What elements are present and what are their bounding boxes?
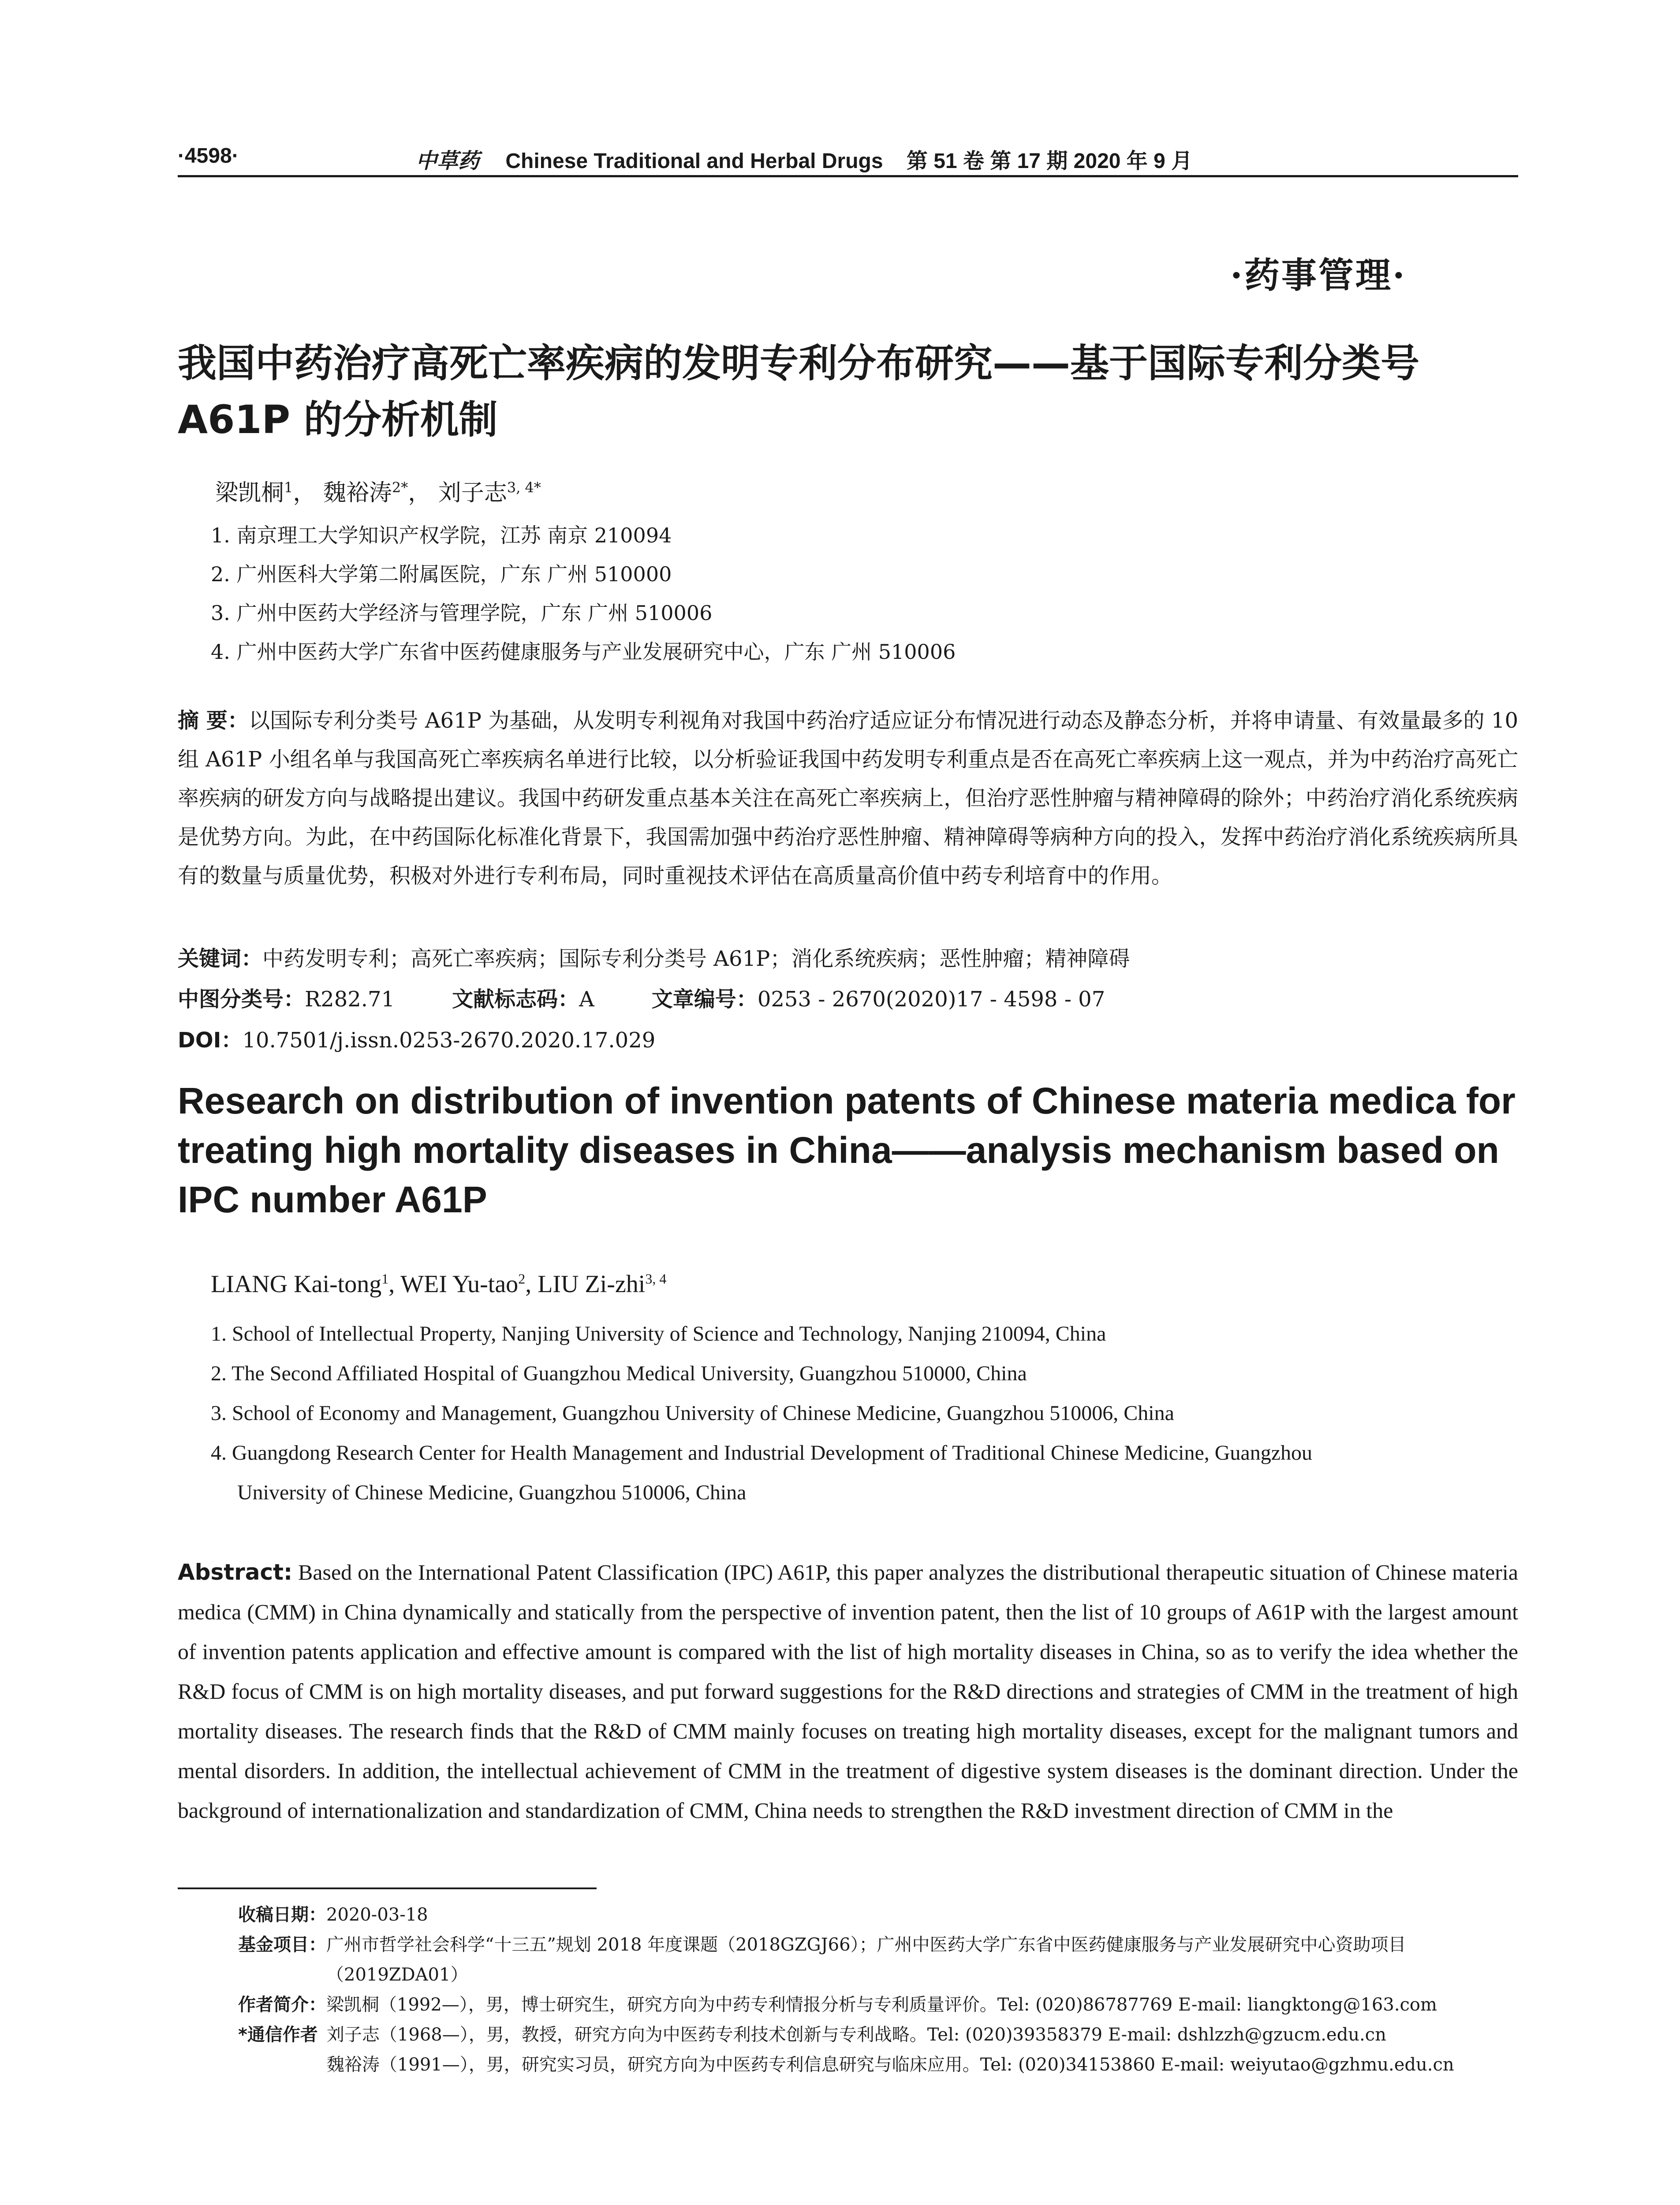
author-sup: 2* [392,479,408,496]
footnote-label: 收稿日期： [238,1905,326,1925]
affiliations-en [211,1314,1516,1513]
authors-en: LIANG Kai-tong$^1$, WEI Yu-tao$^2$, LIU Zi-zhi$^{3, 4}$ [211,1271,667,1298]
abstract-cn [178,701,1518,895]
affiliation: 3. School of Economy and Management, Guangzhou University of Chinese Medicine, Guangzhou 510006, China [211,1401,1174,1425]
footnote-text: 梁凯桐（1992—），男，博士研究生，研究方向为中药专利情报分析与专利质量评价。Tel: (020)86787769 E-mail: liangktong@163.com [326,1995,1437,2015]
title-en: Research on distribution of invention patents of Chinese materia medica for treating high mortality diseases in China——analysis mechanism based on IPC number A61P [178,1080,1516,1220]
abstract-cn-label: 摘 要： [178,708,249,733]
journal-name-cn: 中草药 [416,149,480,173]
running-header [178,140,1518,176]
abstract-en-text: Based on the International Patent Classification (IPC) A61P, this paper analyzes the distributional therapeutic situation of Chinese materia medica (CMM) in China dynamically and statically from the perspective of invention patent, then the list of 10 groups of A61P with the largest amount of invention patents application and effective amount is compared with the list of high mortality diseases in China, so as to verify the idea whether the R&D focus of CMM is on high mortality diseases, and put forward suggestions for the R&D directions and strategies of CMM in the treatment of high mortality diseases. The research finds that the R&D of CMM mainly focuses on treating high mortality diseases, except for the malignant tumors and mental disorders. In addition, the intellectual achievement of CMM in the treatment of digestive system diseases is the dominant direction. Under the background of internationalization and standardization of CMM, China needs to strengthen the R&D investment direction of CMM in the [178,1560,1519,1823]
affiliations-cn [211,516,1490,671]
abstract-cn-text: 以国际专利分类号 A61P 为基础，从发明专利视角对我国中药治疗适应证分布情况进行动态及静态分析，并将申请量、有效量最多的 10 组 A61P 小组名单与我国高死亡率疾病名单进行比较，以分析验证我国中药发明专利重点是否在高死亡率疾病上这一观点，并为中药治疗高死亡率疾病的研发方向与战略提出建议。我国中药研发重点基本关注在高死亡率疾病上，但治疗恶性肿瘤与精神障碍的除外；中药治疗消化系统疾病是优势方向。为此，在中药国际化标准化背景下，我国需加强中药治疗恶性肿瘤、精神障碍等病种方向的投入，发挥中药治疗消化系统疾病所具有的数量与质量优势，积极对外进行专利布局，同时重视技术评估在高质量高价值中药专利培育中的作用。 [178,708,1518,888]
clc-label: 中图分类号： [178,987,305,1012]
author-sup: 3, 4* [507,479,541,496]
article-no-value: 0253 - 2670(2020)17 - 4598 - 07 [757,987,1105,1012]
keywords-cn [178,939,1518,978]
author-sup: 1 [284,479,293,496]
corresponding-author-2: 魏裕涛（1991—），男，研究实习员，研究方向为中医药专利信息研究与临床应用。Tel: (020)34153860 E-mail: weiyutao@gzhmu.edu.cn [326,2055,1454,2075]
author-name: 刘子志 [438,480,507,506]
section-heading: ·药事管理· [1230,254,1407,296]
author-name: 梁凯桐 [215,480,284,506]
keywords-label: 关键词： [178,946,263,971]
author-sup: 2 [518,1271,526,1287]
doc-code-value: A [579,987,594,1012]
footnote-bio [238,1990,1517,2020]
footnote-label: 基金项目： [238,1935,326,1955]
footnote-rule [178,1887,597,1889]
footnote-received [238,1900,1517,1930]
footnotes [238,1900,1517,2080]
affiliation: 4. 广州中医药大学广东省中医药健康服务与产业发展研究中心，广东 广州 510006 [211,640,956,664]
abstract-en [178,1552,1518,1830]
authors-cn: 梁凯桐$^1$， 魏裕涛$^{2*}$， 刘子志$^{3, 4*}$ [215,479,541,506]
footnote-text [318,2020,1517,2080]
footnote-text: 2020-03-18 [326,1905,428,1925]
page-number: ·4598· [178,144,239,168]
footnote-fund [238,1930,1517,1990]
corresponding-author-1: 刘子志（1968—），男，教授，研究方向为中医药专利技术创新与专利战略。Tel: (020)39358379 E-mail: dshlzzh@gzucm.edu.cn [326,2025,1386,2045]
header-rule [178,175,1518,177]
footnote-corresponding [238,2020,1517,2080]
author-name: WEI Yu-tao [400,1271,519,1298]
doi-label: DOI： [178,1028,243,1053]
author-name: LIANG Kai-tong [211,1271,382,1298]
footnote-label: 作者简介： [238,1995,326,2015]
affiliation: 1. School of Intellectual Property, Nanjing University of Science and Technology, Nanjing 210094, China [211,1322,1106,1345]
doi-line [178,1021,655,1060]
title-cn: 我国中药治疗高死亡率疾病的发明专利分布研究——基于国际专利分类号 A61P 的分析机制 [178,340,1420,442]
affiliation: 1. 南京理工大学知识产权学院，江苏 南京 210094 [211,523,672,547]
classification-line [178,980,1518,1019]
affiliation: 4. Guangdong Research Center for Health Management and Industrial Development of Traditional Chinese Medicine, Guangzhou [211,1441,1313,1465]
author-name: 魏裕涛 [323,480,392,506]
clc-value: R282.71 [305,987,395,1012]
journal-issue: 第 51 卷 第 17 期 2020 年 9 月 [906,149,1193,173]
article-no-label: 文章编号： [651,987,758,1012]
affiliation: 3. 广州中医药大学经济与管理学院，广东 广州 510006 [211,601,713,625]
author-sup: 1 [381,1271,389,1287]
doc-code-label: 文献标志码： [452,987,579,1012]
footnote-text: 广州市哲学社会科学“十三五”规划 2018 年度课题（2018GZGJ66）；广州中医药大学广东省中医药健康服务与产业发展研究中心资助项目（2019ZDA01） [326,1935,1406,1985]
journal-name-en: Chinese Traditional and Herbal Drugs [505,149,883,173]
keywords-text: 中药发明专利；高死亡率疾病；国际专利分类号 A61P；消化系统疾病；恶性肿瘤；精神障碍 [262,946,1130,971]
affiliation: 2. 广州医科大学第二附属医院，广东 广州 510000 [211,562,672,586]
author-sup: 3, 4 [645,1271,667,1287]
doi-value[interactable]: 10.7501/j.issn.0253-2670.2020.17.029 [242,1028,656,1053]
author-name: LIU Zi-zhi [538,1271,646,1298]
affiliation: 2. The Second Affiliated Hospital of Guangzhou Medical University, Guangzhou 510000, China [211,1362,1027,1385]
footnote-label: *通信作者 [238,2025,318,2045]
journal-name [416,144,1192,174]
affiliation-continued: University of Chinese Medicine, Guangzhou 510006, China [237,1481,747,1504]
abstract-en-label: Abstract: [178,1559,293,1585]
